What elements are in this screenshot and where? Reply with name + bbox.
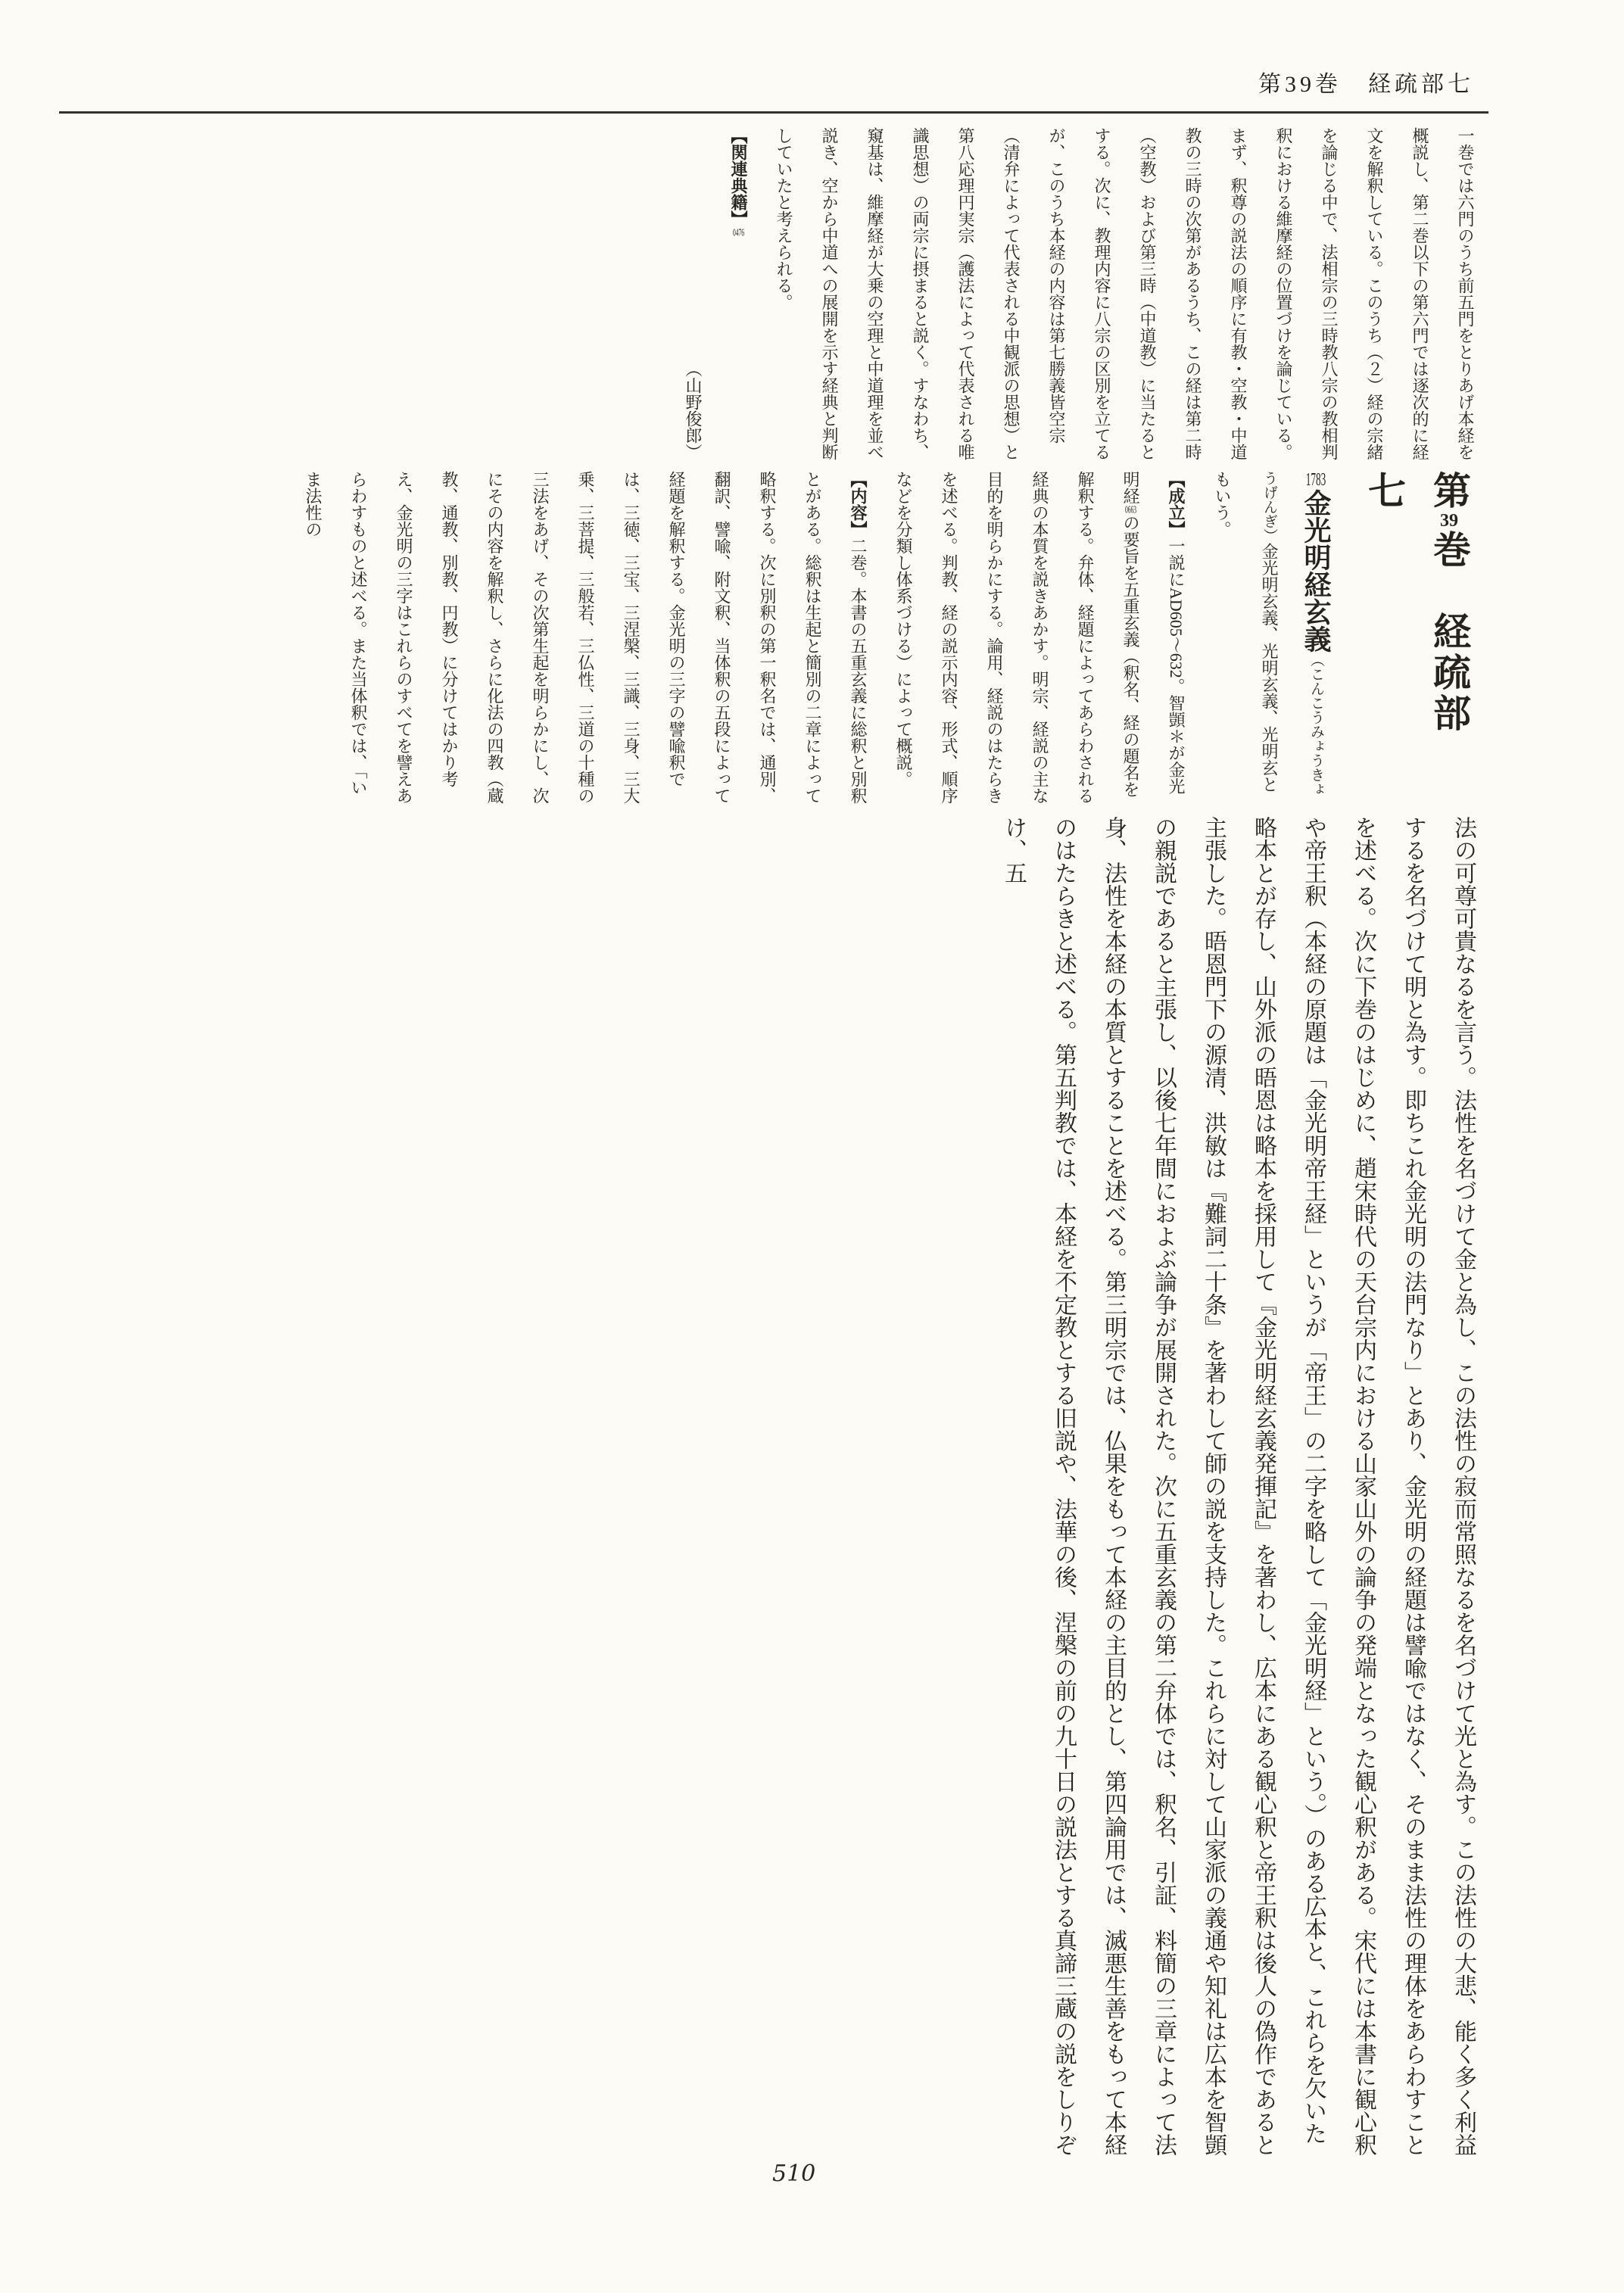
section-heading-post: 巻 経疏部 七 bbox=[1363, 471, 1470, 775]
entry-title-reading: （こんこうみょうきょうげんぎ） bbox=[1261, 471, 1324, 796]
seiritsu-section bbox=[881, 471, 1199, 808]
cross-reference-number: 0663 bbox=[1125, 504, 1136, 515]
previous-entry-body: 一巻では六門のうち前五門をとりあげ本経を概説し、第二巻以下の第六門では逐次的に経文を解釈している。このうち（２）経の宗緒を論じる中で、法相宗の三時教八宗の教相判釈における維摩経の位置づけを論じている。まず、釈尊の説法の順序に有教・空教・中道教の三時の次第があるうち、この経は第二時（空教）および第三時（中道教）に当たるとする。次に、教理内容に八宗の区別を立てるが、このうち本経の内容は第七勝義皆空宗（清弁によって代表される中観派の思想）と第八応理円実宗（護法によって代表される唯識思想）の両宗に摂まると説く。すなわち、窺基は、維摩経が大乗の空理と中道理を並べ説き、空から中道への展開を示す経典と判断していたと考えられる。 bbox=[775, 127, 1475, 460]
related-books-line bbox=[715, 127, 761, 460]
related-books-label: 【関連典籍】 bbox=[729, 127, 748, 227]
seiritsu-intro: 一説に bbox=[1167, 537, 1186, 587]
section-heading-number: 39 bbox=[1440, 512, 1458, 530]
entry-number: 1783 bbox=[1305, 471, 1326, 489]
entry-title: 金光明経玄義 bbox=[1301, 489, 1331, 653]
naiyou-text-1: 二巻。本書の五重玄義に総釈と別釈とがある。総釈は生起と簡別の二章によって略釈する。次に別釈の第一釈名では、通別、翻訳、譬喩、附文釈、当体釈の五段によって経題を解釈する。金光明の三字の譬喩釈では、三徳、三宝、三涅槃、三識、三身、三大乗、三菩提、三般若、三仏性、三道の十種の三法をあげ、その次第生起を明らかにし、次にその内容を解釈し、さらに化法の四教（蔵教、通教、別教、円教）に分けてはかり考え、金光明の三字はこれらのすべてを譬えあらわすものと述べる。また当体釈では、「いま法性の bbox=[304, 471, 868, 804]
naiyou-label: 【内容】 bbox=[849, 471, 868, 537]
entry-header bbox=[1199, 471, 1339, 808]
running-header: 第39巻 経疏部七 bbox=[1258, 72, 1474, 97]
section-heading bbox=[1339, 471, 1488, 808]
seiritsu-label: 【成立】 bbox=[1167, 471, 1186, 537]
seiritsu-rest: の要旨を五重玄義（釈名、経の題名を解釈する。弁体、経題によってあらわされる経典の本質を説きあかす。明宗、経説の主な目的を明らかにする。論用、経説のはたらきを述べる。判教、経の説示内容、形式、順序などを分類し体系づける）によって概説。 bbox=[894, 471, 1140, 804]
entry-start-block bbox=[290, 471, 1488, 808]
naiyou-section bbox=[290, 471, 881, 808]
related-books-number: 0476 bbox=[733, 227, 744, 238]
section-heading-pre: 第 bbox=[1428, 471, 1470, 512]
header-rule bbox=[59, 111, 1488, 114]
naiyou-text-2: 法の可尊可貴なるを言う。法性を名づけて金と為し、この法性の寂而常照なるを名づけて光と為す。この法性の大悲、能く多く利益するを名づけて明と為す。即ちこれ金光明の法門なり」とあり、金光明の経題は譬喩ではなく、そのまま法性の理体をあらわすことを述べる。次に下巻のはじめに、趙宋時代の天台宗内における山家山外の論争の発端となった観心釈がある。宋代には本書に観心釈や帝王釈（本経の原題は「金光明帝王経」というが「帝王」の二字を略して「金光明経」という。）のある広本と、これらを欠いた略本とが存し、山外派の晤恩は略本を採用して『金光明経玄義発揮記』を著わし、広本にある観心釈と帝王釈は後人の偽作であると主張した。晤恩門下の源清、洪敏は『難詞二十条』を著わして師の説を支持した。これらに対して山家派の義通や知礼は広本を智顗の親説であると主張し、以後七年間におよぶ論争が展開された。次に五重玄義の第二弁体では、釈名、引証、料簡の三章によって法身、法性を本経の本質とすることを述べる。第三明宗では、仏果をもって本経の主目的とし、第四論用では、滅悪生善をもって本経のはたらきと述べる。第五判教では、本経を不定教とする旧説や、法華の後、涅槃の前の九十日の説法とする真諦三蔵の説をしりぞけ、五 bbox=[1001, 816, 1476, 2156]
seiritsu-date-range: AD605～632 bbox=[1167, 587, 1186, 678]
entry-aliases: 金光明玄義、光明玄義、光明玄ともいう。 bbox=[1213, 471, 1279, 793]
entry-continuation-block bbox=[988, 816, 1488, 2157]
author-credit: （山野俊郎） bbox=[684, 360, 703, 460]
previous-entry-block bbox=[670, 127, 1488, 460]
seiritsu-mid: 。智顗＊が金光明経 bbox=[1121, 471, 1186, 795]
page-number: 510 bbox=[772, 2161, 816, 2187]
